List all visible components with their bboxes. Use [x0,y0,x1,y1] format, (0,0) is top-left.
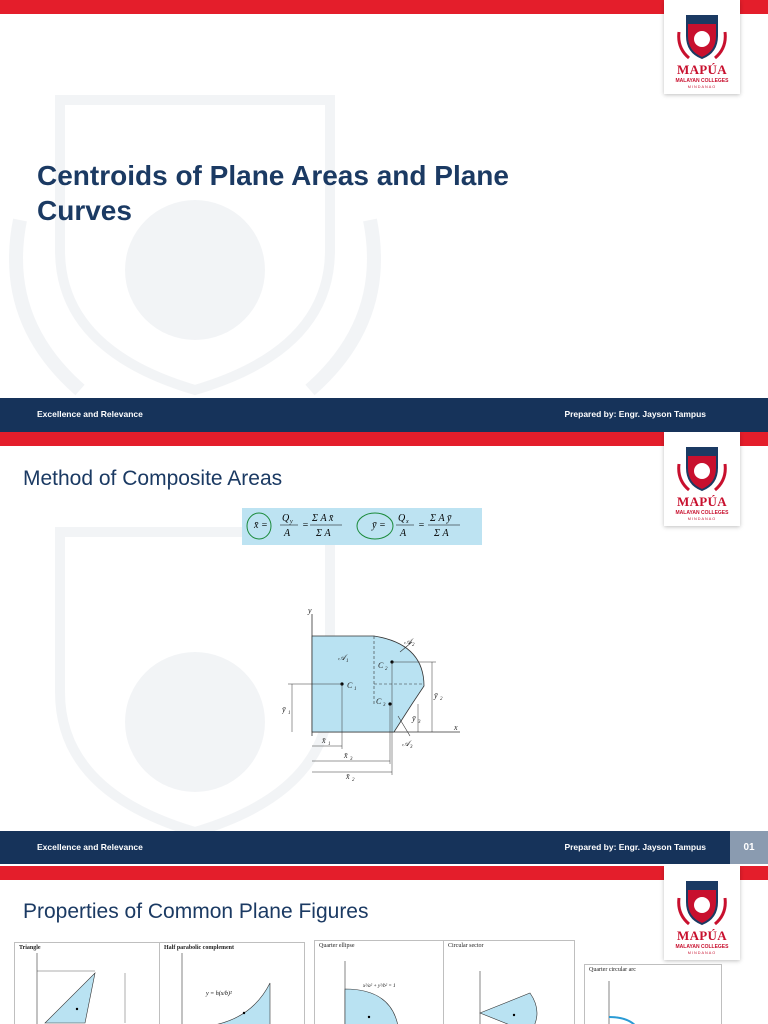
svg-text:1: 1 [328,742,331,747]
svg-text:3: 3 [350,757,353,762]
logo-subtitle: MALAYAN COLLEGES [675,944,729,950]
page-number: 01 [730,831,768,864]
centroid-formula-image [242,508,482,545]
svg-text:3: 3 [418,720,421,725]
svg-text:x̄ =: x̄ = [254,520,268,531]
logo-wordmark: MAPÚA [677,62,727,77]
footer-bar [0,398,768,432]
svg-text:3: 3 [410,745,413,750]
logo-wordmark: MAPÚA [677,494,727,509]
slide-title-text: Centroids of Plane Areas and Plane Curves [37,160,509,226]
logo-campus: MINDANAO [687,951,717,955]
svg-text:A: A [400,528,407,539]
quarter-arc-diagram [585,965,721,1024]
figure-half-parabolic-complement [159,942,305,1024]
slide-composite-areas [0,432,768,864]
mapua-logo [664,866,740,960]
svg-text:2: 2 [440,697,443,702]
parabolic-diagram [160,943,304,1024]
svg-text:ȳ =: ȳ = [372,520,386,531]
svg-text:C: C [378,661,384,670]
top-accent-bar [0,866,768,880]
logo-subtitle: MALAYAN COLLEGES [675,78,729,84]
svg-text:2: 2 [352,778,355,783]
figure-caption: Triangle [19,945,41,951]
footer-motto: Excellence and Relevance [37,842,143,852]
svg-text:=: = [418,520,425,531]
top-accent-bar [0,0,768,14]
quarter-ellipse-diagram [315,941,445,1024]
top-accent-bar [0,432,768,446]
figure-caption: Half parabolic complement [164,945,234,951]
circular-sector-diagram [444,941,574,1024]
triangle-diagram [15,943,161,1024]
svg-text:x̄: x̄ [344,751,348,760]
svg-text:y = h(x/b)²: y = h(x/b)² [206,991,232,997]
logo-wordmark: MAPÚA [677,928,727,943]
watermark-seal [0,70,400,400]
svg-text:𝒜: 𝒜 [404,637,412,646]
svg-text:C: C [376,697,382,706]
svg-text:1: 1 [354,687,357,692]
logo-shield-icon [677,12,727,62]
svg-text:1: 1 [346,659,349,664]
logo-subtitle: MALAYAN COLLEGES [675,510,729,516]
figure-triangle [14,942,162,1024]
composite-area-diagram [282,604,462,784]
figure-caption: Circular sector [448,943,484,949]
logo-shield-icon [677,878,727,928]
svg-text:=: = [302,520,309,531]
svg-text:Q: Q [398,513,406,524]
figure-caption: Quarter ellipse [319,943,355,949]
svg-text:ȳ: ȳ [434,691,438,700]
slide-title [0,0,768,432]
svg-text:2: 2 [412,643,415,648]
svg-text:Σ A x̄: Σ A x̄ [312,513,334,524]
logo-shield-icon [677,444,727,494]
footer-author: Prepared by: Engr. Jayson Tampus [564,409,706,419]
svg-text:𝒜: 𝒜 [338,653,346,662]
footer-bar [0,831,768,864]
svg-text:Q: Q [282,513,290,524]
svg-text:1: 1 [288,711,291,716]
svg-text:x̄: x̄ [346,772,350,781]
svg-text:y: y [308,606,312,615]
svg-text:x: x [406,519,409,525]
svg-text:x: x [454,723,458,732]
section-title: Method of Composite Areas [23,467,283,490]
footer-author: Prepared by: Engr. Jayson Tampus [564,842,706,852]
footer-motto: Excellence and Relevance [37,409,143,419]
svg-text:3: 3 [383,703,386,708]
logo-campus: MINDANAO [687,85,717,89]
slide-plane-figures [0,866,768,1024]
svg-text:Σ A: Σ A [316,528,331,539]
svg-text:y: y [290,519,293,525]
svg-text:ȳ: ȳ [282,705,286,714]
svg-text:A: A [284,528,291,539]
mapua-logo [664,0,740,94]
svg-text:2: 2 [385,667,388,672]
svg-text:x²/a² + y²/b² = 1: x²/a² + y²/b² = 1 [363,984,396,989]
figure-quarter-circular-arc [584,964,722,1024]
svg-text:x̄: x̄ [322,736,326,745]
svg-text:C: C [347,681,353,690]
figure-circular-sector [443,940,575,1024]
svg-text:ȳ: ȳ [412,714,416,723]
logo-campus: MINDANAO [687,517,717,521]
figure-quarter-ellipse [314,940,446,1024]
svg-text:Σ A: Σ A [434,528,449,539]
svg-text:𝒜: 𝒜 [402,739,410,748]
mapua-logo [664,432,740,526]
svg-text:Σ A ȳ: Σ A ȳ [430,513,452,524]
section-title: Properties of Common Plane Figures [23,900,369,923]
figure-caption: Quarter circular arc [589,967,636,973]
